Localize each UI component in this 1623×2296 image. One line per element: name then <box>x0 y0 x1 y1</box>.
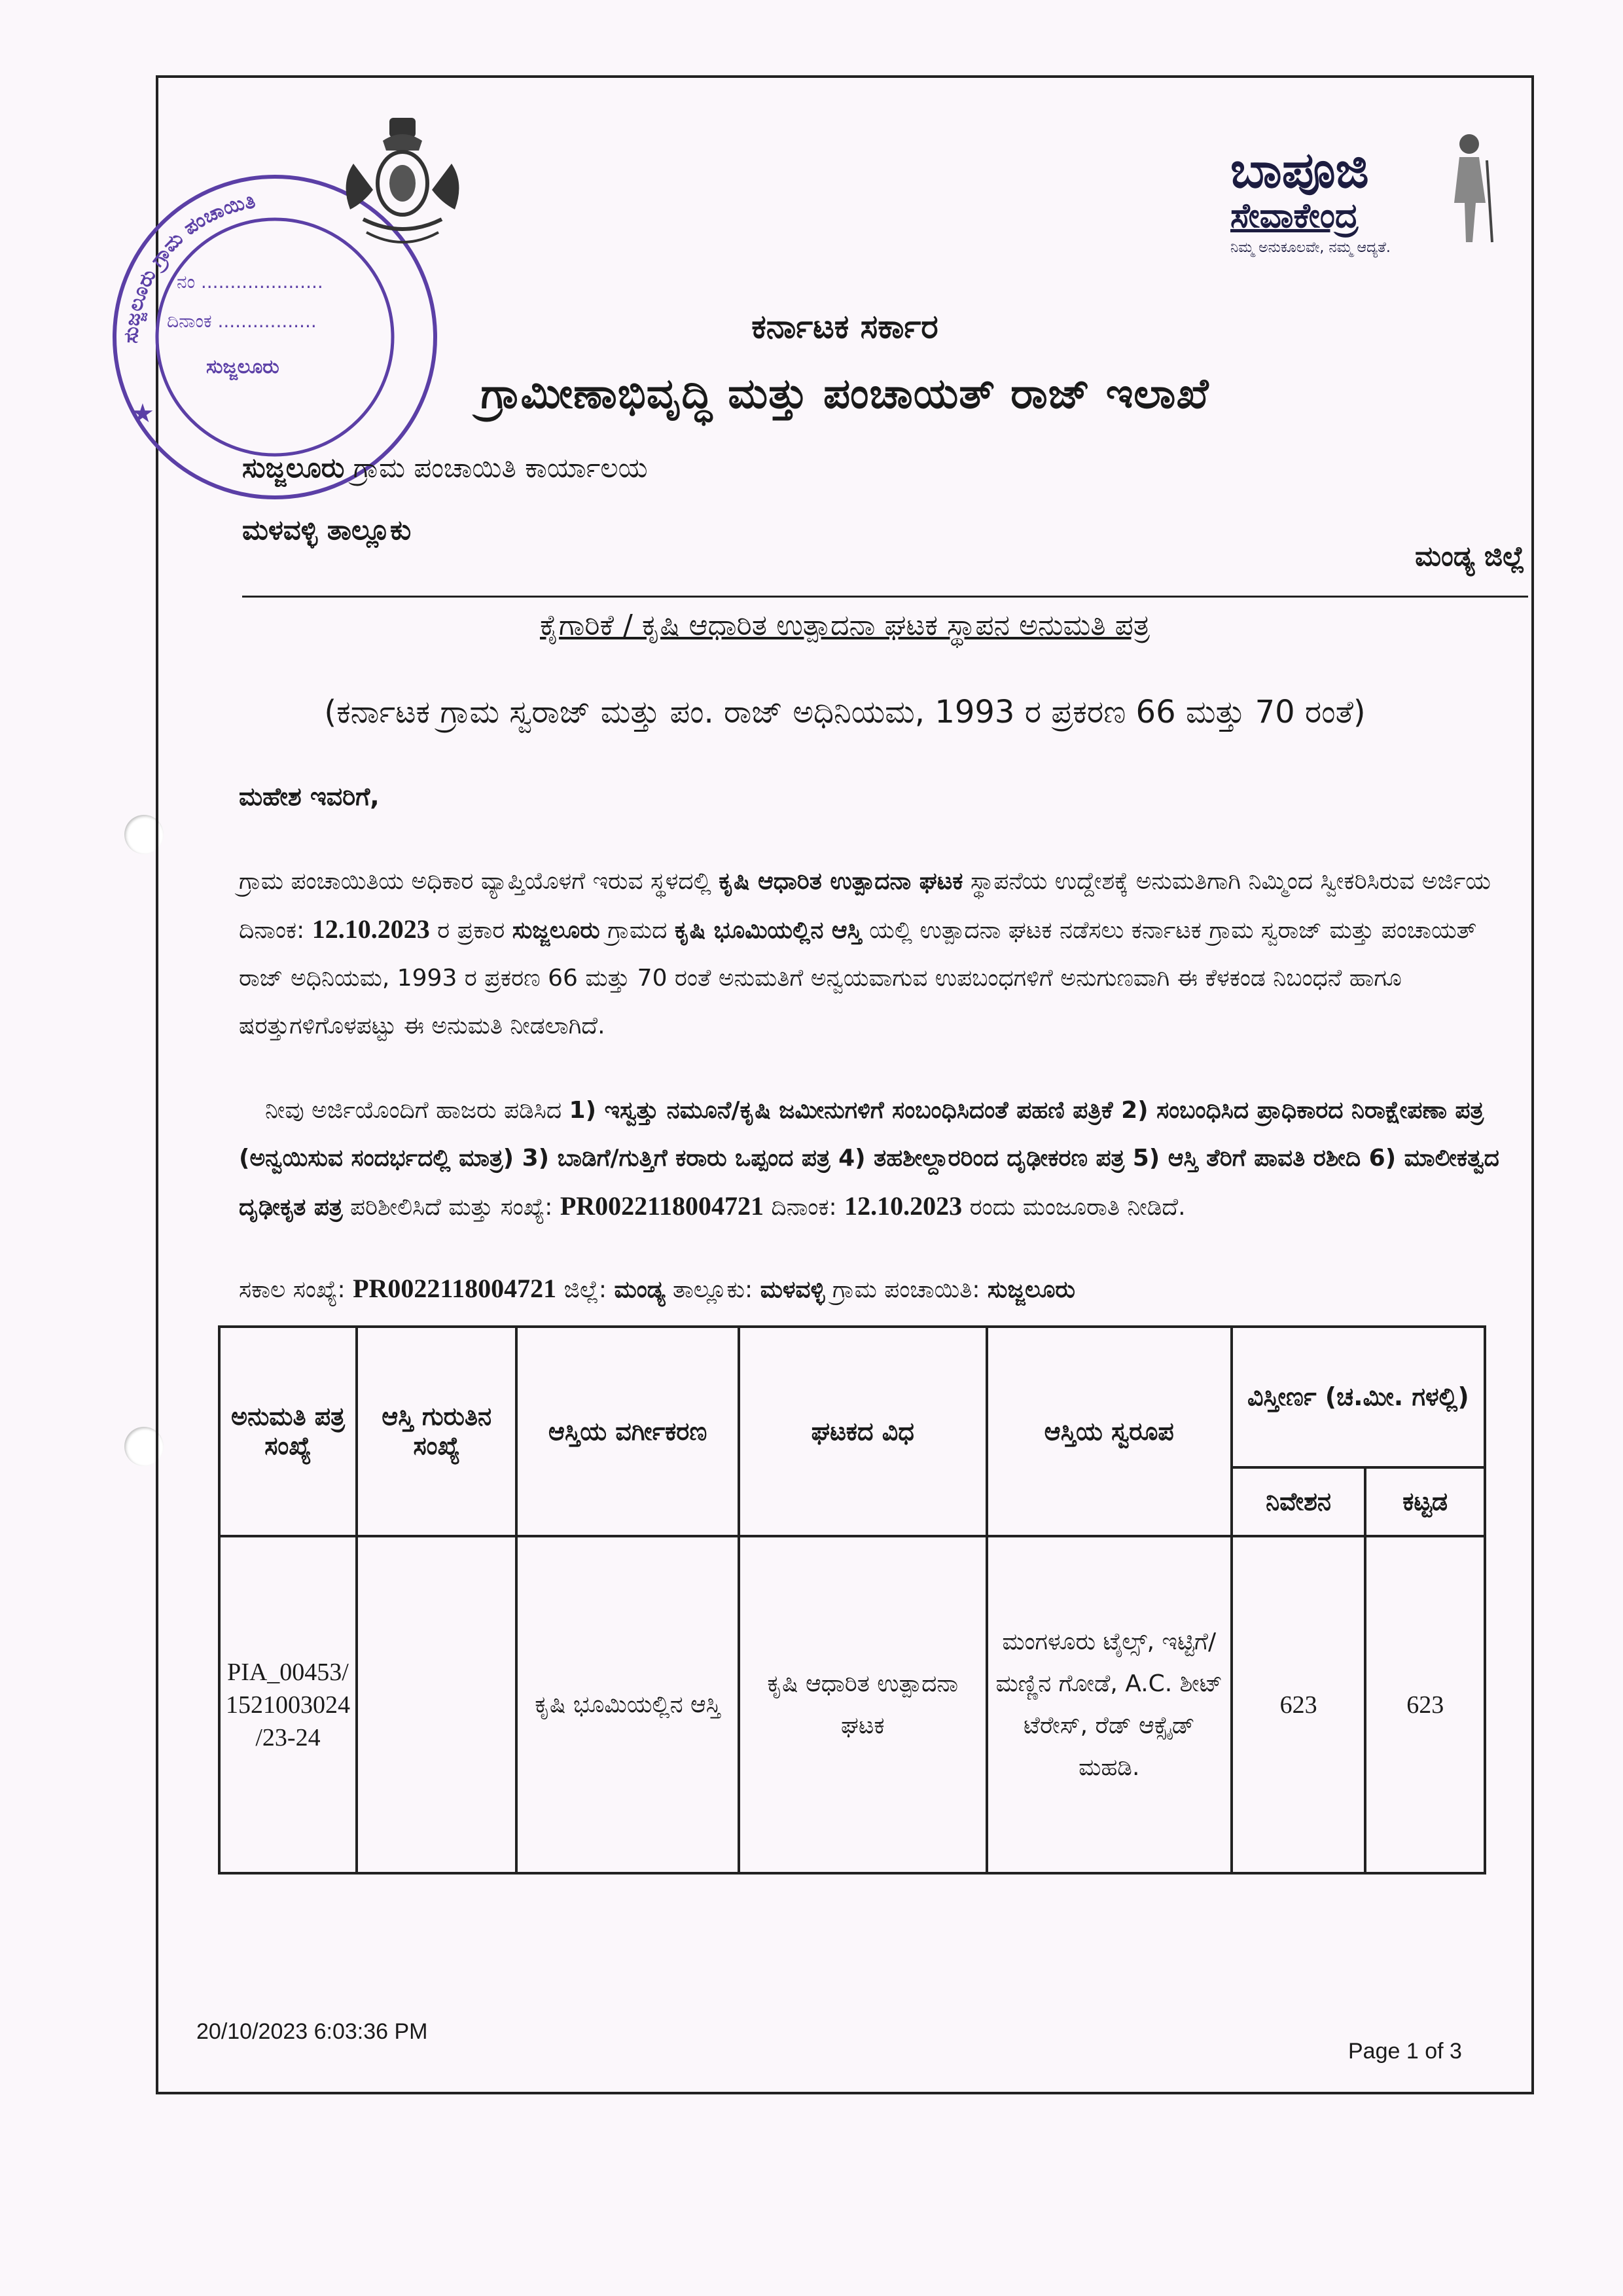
certificate-title: ಕೈಗಾರಿಕೆ / ಕೃಷಿ ಆಧಾರಿತ ಉತ್ಪಾದನಾ ಘಟಕ ಸ್ಥಾಪನ ಅನುಮತಿ ಪತ್ರ <box>539 609 1150 642</box>
header-nature: ಆಸ್ತಿಯ ಸ್ವರೂಪ <box>987 1327 1232 1536</box>
page-number: Page 1 of 3 <box>1348 2039 1462 2064</box>
permit-table <box>218 1325 1486 1874</box>
taluk-line: ಮಳವಳ್ಳಿ ತಾಲ್ಲೂಕು <box>242 514 412 546</box>
certificate-subtitle: (ಕರ್ನಾಟಕ ಗ್ರಾಮ ಸ್ವರಾಜ್ ಮತ್ತು ಪಂ. ರಾಜ್ ಅಧಿನಿಯಮ, 1993 ರ ಪ್ರಕರಣ 66 ಮತ್ತು 70 ರಂತೆ) <box>324 694 1366 730</box>
salutation: ಮಹೇಶ ಇವರಿಗೆ, <box>239 782 380 811</box>
cell-permit-no: PIA_00453/ 1521003024 /23-24 <box>219 1536 357 1873</box>
stamp-village: ಸುಜ್ಜಲೂರು <box>206 355 279 378</box>
header-building: ಕಟ್ಟಡ <box>1365 1467 1485 1536</box>
header-permit-no: ಅನುಮತಿ ಪತ್ರ ಸಂಖ್ಯೆ <box>219 1327 357 1536</box>
print-timestamp: 20/10/2023 6:03:36 PM <box>196 2019 428 2044</box>
header-classification: ಆಸ್ತಿಯ ವರ್ಗೀಕರಣ <box>516 1327 738 1536</box>
cell-site-area: 623 <box>1232 1536 1366 1873</box>
brand-name-line1: ಬಾಪೂಜಿ <box>1230 141 1369 199</box>
header-property-id: ಆಸ್ತಿ ಗುರುತಿನ ಸಂಖ್ಯೆ <box>357 1327 516 1536</box>
stamp-date: ದಿನಾಂಕ ................. <box>167 310 317 332</box>
office-suffix: ಗ್ರಾಮ ಪಂಚಾಯಿತಿ ಕಾರ್ಯಾಲಯ <box>344 452 648 484</box>
cell-property-id <box>357 1536 516 1873</box>
paragraph-documents: ನೀವು ಅರ್ಜಿಯೊಂದಿಗೆ ಹಾಜರು ಪಡಿಸಿದ 1) ಇಸ್ವತ್ತು ನಮೂನೆ/ಕೃಷಿ ಜಮೀನುಗಳಿಗೆ ಸಂಬಂಧಿಸಿದಂತೆ ಪಹಣಿ ಪತ್ರಿಕೆ 2) ಸಂಬಂಧಿಸಿದ ಪ್ರಾಧಿಕಾರದ ನಿರಾಕ್ಷೇಪಣಾ ಪತ್ರ (ಅನ್ವಯಿಸುವ ಸಂದರ್ಭದಲ್ಲಿ ಮಾತ್ರ) 3) ಬಾಡಿಗೆ/ಗುತ್ತಿಗೆ ಕರಾರು ಒಪ್ಪಂದ ಪತ್ರ 4) ತಹಶೀಲ್ದಾರರಿಂದ ದೃಢೀಕರಣ ಪತ್ರ 5) ಆಸ್ತಿ ತೆರಿಗೆ ಪಾವತಿ ರಶೀದಿ 6) ಮಾಲೀಕತ್ವದ ದೃಢೀಕೃತ ಪತ್ರ ಪರಿಶೀಲಿಸಿದೆ ಮತ್ತು ಸಂಖ್ಯೆ: PR0022118004721 ದಿನಾಂಕ: 12.10.2023 ರಂದು ಮಂಜೂರಾತಿ ನೀಡಿದೆ. <box>239 1097 1499 1221</box>
header-area: ವಿಸ್ತೀರ್ಣ (ಚ.ಮೀ. ಗಳಲ್ಲಿ) <box>1232 1327 1485 1467</box>
cell-nature: ಮಂಗಳೂರು ಟೈಲ್ಸ್, ಇಟ್ಟಿಗೆ/ ಮಣ್ಣಿನ ಗೋಡೆ, A.C. ಶೀಟ್ ಟೆರೇಸ್, ರೆಡ್ ಆಕ್ಸೈಡ್ ಮಹಡಿ. <box>987 1536 1232 1873</box>
office-line <box>242 452 648 484</box>
sakala-line: ಸಕಾಲ ಸಂಖ್ಯೆ: PR0022118004721 ಜಿಲ್ಲೆ: ಮಂಡ್ಯ ತಾಲ್ಲೂಕು: ಮಳವಳ್ಳಿ ಗ್ರಾಮ ಪಂಚಾಯಿತಿ: ಸುಜ್ಜಲೂರು <box>239 1274 1075 1303</box>
header-unit-type: ಘಟಕದ ವಿಧ <box>739 1327 987 1536</box>
gandhi-figure-icon <box>1440 131 1499 245</box>
header-site: ನಿವೇಶನ <box>1232 1467 1366 1536</box>
office-village: ಸುಜ್ಜಲೂರು <box>242 452 345 484</box>
cell-unit-type: ಕೃಷಿ ಆಧಾರಿತ ಉತ್ಪಾದನಾ ಘಟಕ <box>739 1536 987 1873</box>
paragraph-application: ಗ್ರಾಮ ಪಂಚಾಯಿತಿಯ ಅಧಿಕಾರ ವ್ಯಾಪ್ತಿಯೊಳಗೆ ಇರುವ ಸ್ಥಳದಲ್ಲಿ ಕೃಷಿ ಆಧಾರಿತ ಉತ್ಪಾದನಾ ಘಟಕ ಸ್ಥಾಪನೆಯ ಉದ್ದೇಶಕ್ಕೆ ಅನುಮತಿಗಾಗಿ ನಿಮ್ಮಿಂದ ಸ್ವೀಕರಿಸಿರುವ ಅರ್ಜಿಯ ದಿನಾಂಕ: 12.10.2023 ರ ಪ್ರಕಾರ ಸುಜ್ಜಲೂರು ಗ್ರಾಮದ ಕೃಷಿ ಭೂಮಿಯಲ್ಲಿನ ಆಸ್ತಿ ಯಲ್ಲಿ ಉತ್ಪಾದನಾ ಘಟಕ ನಡೆಸಲು ಕರ್ನಾಟಕ ಗ್ರಾಮ ಸ್ವರಾಜ್ ಮತ್ತು ಪಂಚಾಯತ್ ರಾಜ್ ಅಧಿನಿಯಮ, 1993 ರ ಪ್ರಕರಣ 66 ಮತ್ತು 70 ರಂತೆ ಅನುಮತಿಗೆ ಅನ್ವಯವಾಗುವ ಉಪಬಂಧಗಳಿಗೆ ಅನುಗುಣವಾಗಿ ಈ ಕೆಳಕಂಡ ನಿಬಂಧನೆ ಹಾಗೂ ಷರತ್ತುಗಳಿಗೊಳಪಟ್ಟು ಈ ಅನುಮತಿ ನೀಡಲಾಗಿದೆ. <box>239 868 1491 1039</box>
cell-building-area: 623 <box>1365 1536 1485 1873</box>
cell-classification: ಕೃಷಿ ಭೂಮಿಯಲ್ಲಿನ ಆಸ್ತಿ <box>516 1536 738 1873</box>
brand-name-line2: ಸೇವಾಕೇಂದ್ರ <box>1230 196 1359 236</box>
header-divider <box>242 596 1528 598</box>
government-title: ಕರ್ನಾಟಕ ಸರ್ಕಾರ <box>751 308 938 346</box>
department-title: ಗ್ರಾಮೀಣಾಭಿವೃದ್ಧಿ ಮತ್ತು ಪಂಚಾಯತ್ ರಾಜ್ ಇಲಾಖೆ <box>480 370 1209 418</box>
brand-tagline: ನಿಮ್ಮ ಅನುಕೂಲವೇ, ನಮ್ಮ ಆದ್ಯತೆ. <box>1230 240 1391 256</box>
table-row <box>219 1536 1485 1873</box>
stamp-arc-text: ಸುಜ್ಜಲೂರು ಗ್ರಾಮ ಪಂಚಾಯಿತಿ <box>119 190 257 344</box>
district-line: ಮಂಡ್ಯ ಜಿಲ್ಲೆ <box>1415 540 1525 572</box>
stamp-no: ನಂ ..................... <box>177 271 323 293</box>
karnataka-emblem-icon <box>327 111 478 255</box>
svg-text:★: ★ <box>131 399 154 429</box>
